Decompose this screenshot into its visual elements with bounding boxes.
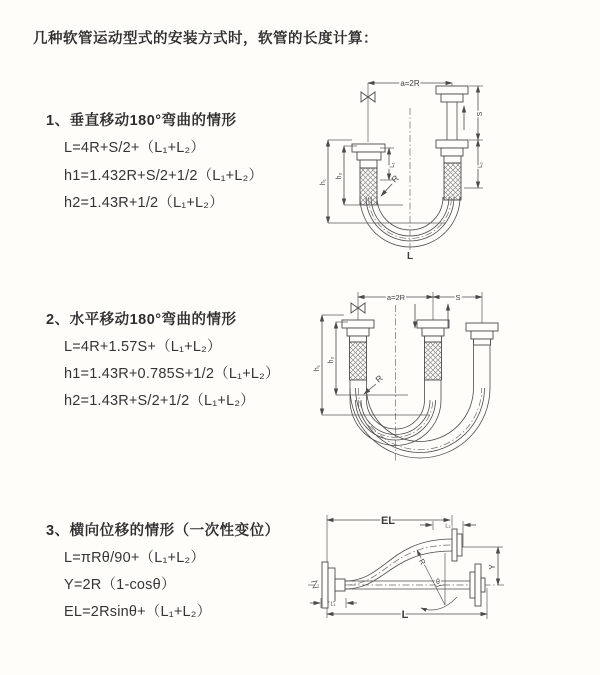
section2-formula-h2: h2=1.43R+S/2+1/2（L₁+L₂）	[64, 393, 255, 409]
dimension-s	[433, 293, 482, 302]
pipe-break-mark	[311, 581, 319, 588]
dim-label-y: Y	[488, 564, 497, 570]
diagram-horizontal-180-bend	[308, 280, 528, 472]
section3-heading: 3、横向位移的情形（一次性变位）	[46, 523, 280, 539]
radius-label: R	[416, 557, 428, 567]
right-hose-leg	[436, 86, 468, 200]
section3-formula-L: L=πRθ/90+（L₁+L₂）	[64, 550, 206, 566]
right-hose-leg-moved	[466, 323, 498, 388]
dimension-s	[469, 86, 484, 140]
length-label: L	[406, 251, 414, 262]
section1-formula-L: L=4R+S/2+（L₁+L₂）	[64, 140, 206, 156]
dim-label-s: S	[477, 111, 484, 117]
section3-formula-EL: EL=2Rsinθ+（L₁+L₂）	[64, 604, 212, 620]
dim-label-l: L	[401, 609, 409, 621]
dim-label-s: S	[455, 293, 461, 302]
diagram-lateral-displacement	[300, 498, 520, 630]
dim-label-el: EL	[380, 515, 396, 527]
dim-label-h2: h₂	[336, 172, 343, 180]
section1-formula-h2: h2=1.43R+1/2（L₁+L₂）	[64, 195, 224, 211]
right-flange	[470, 564, 485, 606]
section3-formula-Y: Y=2R（1-cosθ）	[64, 577, 176, 593]
dim-label-l1: L₁	[330, 601, 336, 608]
section1-heading: 1、垂直移动180°弯曲的情形	[46, 113, 237, 129]
dimension-l2-fitting	[420, 521, 476, 547]
radius-label: R	[389, 173, 401, 185]
page-title: 几种软管运动型式的安装方式时，软管的长度计算：	[33, 31, 378, 47]
dim-label-a2r: a=2R	[386, 293, 406, 302]
upper-flange	[452, 529, 462, 561]
dim-label-a2r: a=2R	[400, 79, 420, 88]
angle-label: θ	[436, 579, 440, 586]
section2-heading: 2、水平移动180°弯曲的情形	[46, 312, 237, 328]
dimension-h1	[314, 315, 430, 415]
section1-formula-h1: h1=1.432R+S/2+1/2（L₁+L₂）	[64, 168, 264, 184]
dim-label-l1: L₁	[390, 162, 396, 168]
radius-label: R	[373, 372, 385, 385]
dim-label-l2: L₂	[445, 523, 451, 530]
radius-callout	[381, 173, 401, 196]
diagram-vertical-180-bend	[308, 70, 518, 262]
section2-formula-L: L=4R+1.57S+（L₁+L₂）	[64, 339, 222, 355]
dim-label-h1: h₁	[320, 178, 327, 186]
dim-label-l2: L₂	[478, 162, 484, 168]
dim-label-h2: h₂	[328, 356, 335, 364]
middle-hose-leg	[417, 320, 449, 400]
dim-label-h1: h₁	[314, 364, 321, 372]
radius-callout	[364, 373, 385, 394]
dimension-l	[327, 588, 487, 621]
left-hose-leg	[352, 144, 385, 205]
angle-construction	[417, 550, 457, 610]
u-bend-large-moved	[350, 388, 490, 458]
section2-formula-h1: h1=1.43R+0.785S+1/2（L₁+L₂）	[64, 366, 280, 382]
